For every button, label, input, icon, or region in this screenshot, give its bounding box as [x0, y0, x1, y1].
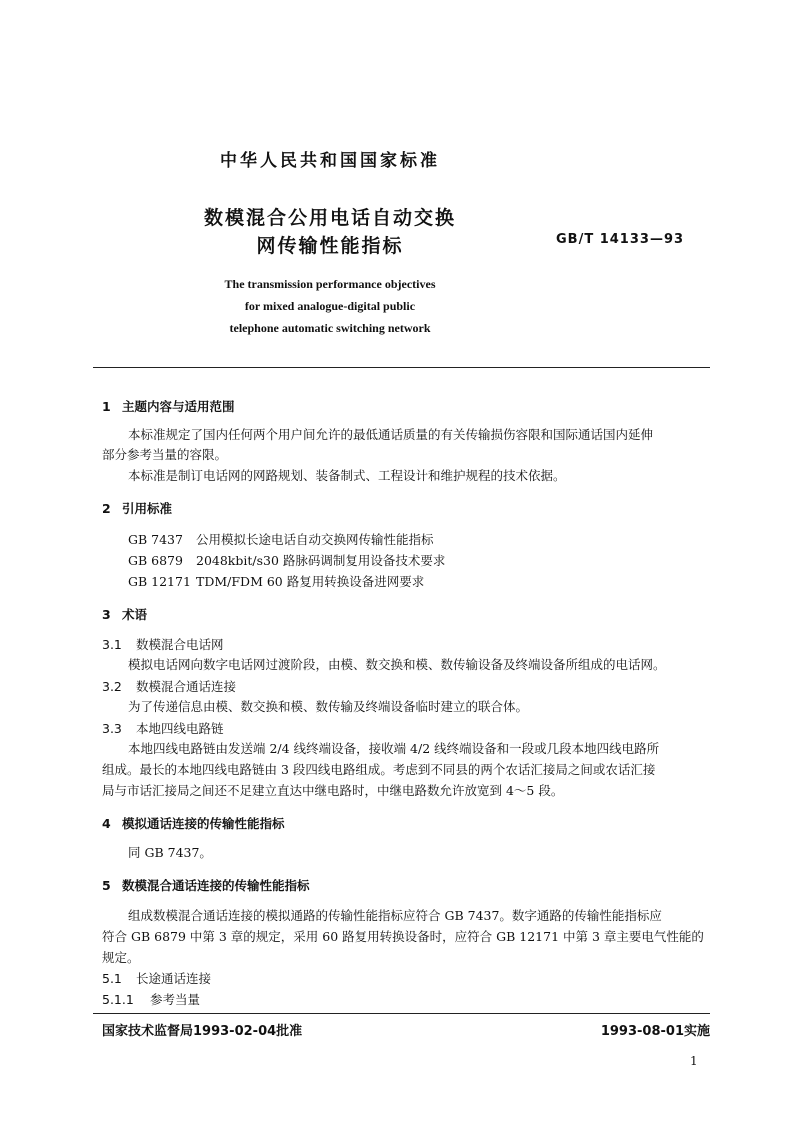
- reference-title: 2048kbit/s30 路脉码调制复用设备技术要求: [196, 553, 446, 568]
- paragraph-line: 组成。最长的本地四线电路链由 3 段四线电路组成。考虑到不同县的两个农话汇接局之间或农话汇接: [102, 762, 656, 777]
- term-number: 3.2: [102, 679, 122, 694]
- section-3-heading: [102, 605, 147, 623]
- section-number: 3: [102, 607, 111, 622]
- term-title: 本地四线电路链: [136, 721, 224, 736]
- term-3-2-heading: [102, 677, 236, 695]
- term-title: 数模混合通话连接: [136, 679, 237, 694]
- subsection-5-1-heading: [102, 969, 211, 987]
- term-3-3-heading: [102, 719, 224, 737]
- paragraph-line: 局与市话汇接局之间还不足建立直达中继电路时，中继电路数允许放宽到 4～5 段。: [102, 783, 564, 798]
- reference-code: GB 7437: [128, 532, 183, 547]
- section-number: 4: [102, 816, 111, 831]
- header-divider: [93, 367, 710, 368]
- term-definition: 为了传递信息由模、数交换和模、数传输及终端设备临时建立的联合体。: [128, 699, 529, 714]
- paragraph-line: 符合 GB 6879 中第 3 章的规定，采用 60 路复用转换设备时，应符合 GB 12171 中第 3 章主要电气性能的: [102, 929, 704, 944]
- section-5-heading: [102, 876, 310, 894]
- paragraph-line: 部分参考当量的容限。: [102, 447, 228, 462]
- subsection-title: 参考当量: [150, 992, 201, 1007]
- standard-number: GB/T 14133—93: [556, 232, 685, 247]
- paragraph-line: 本标准是制订电话网的网路规划、装备制式、工程设计和维护规程的技术依据。: [128, 468, 566, 483]
- section-title: 术语: [122, 607, 148, 622]
- section-title: 数模混合通话连接的传输性能指标: [122, 878, 310, 893]
- section-2-heading: [102, 499, 172, 517]
- term-number: 3.3: [102, 721, 122, 736]
- term-3-1-heading: [102, 635, 224, 653]
- subsection-number: 5.1: [102, 971, 122, 986]
- reference-item: [128, 530, 434, 548]
- term-number: 3.1: [102, 637, 122, 652]
- paragraph-line: 同 GB 7437。: [128, 845, 212, 860]
- english-title-line-3: telephone automatic switching network: [229, 321, 431, 335]
- subsection-5-1-1-heading: [102, 990, 200, 1008]
- implementation-date: 1993-08-01实施: [600, 1024, 710, 1039]
- national-standard-heading: 中华人民共和国国家标准: [220, 151, 440, 171]
- section-1-heading: [102, 397, 235, 415]
- subsection-number: 5.1.1: [102, 992, 134, 1007]
- section-title: 模拟通话连接的传输性能指标: [122, 816, 285, 831]
- approval-date: 国家技术监督局1993-02-04批准: [102, 1024, 303, 1039]
- title-line-2: 网传输性能指标: [256, 235, 404, 257]
- page-number: 1: [690, 1054, 698, 1068]
- reference-code: GB 6879: [128, 553, 183, 568]
- section-4-heading: [102, 814, 285, 832]
- section-number: 5: [102, 878, 111, 893]
- section-title: 主题内容与适用范围: [122, 399, 235, 414]
- paragraph-line: 本标准规定了国内任何两个用户间允许的最低通话质量的有关传输损伤容限和国际通话国内延伸: [128, 427, 654, 442]
- reference-code: GB 12171: [128, 574, 191, 589]
- term-title: 数模混合电话网: [136, 637, 224, 652]
- paragraph-line: 规定。: [102, 950, 140, 965]
- english-title-line-1: The transmission performance objectives: [224, 277, 436, 291]
- reference-title: 公用模拟长途电话自动交换网传输性能指标: [196, 532, 434, 547]
- footer-divider: [93, 1013, 710, 1014]
- section-title: 引用标准: [122, 501, 173, 516]
- section-number: 1: [102, 399, 111, 414]
- reference-title: TDM/FDM 60 路复用转换设备进网要求: [196, 574, 425, 589]
- title-line-1: 数模混合公用电话自动交换: [203, 207, 456, 229]
- paragraph-line: 本地四线电路链由发送端 2/4 线终端设备，接收端 4/2 线终端设备和一段或几段本地四线电路所: [128, 741, 660, 756]
- english-title-line-2: for mixed analogue-digital public: [244, 299, 416, 313]
- reference-item: [128, 551, 445, 569]
- subsection-title: 长途通话连接: [136, 971, 212, 986]
- section-number: 2: [102, 501, 111, 516]
- reference-item: [128, 572, 424, 590]
- term-definition: 模拟电话网向数字电话网过渡阶段，由模、数交换和模、数传输设备及终端设备所组成的电话网。: [128, 657, 666, 672]
- paragraph-line: 组成数模混合通话连接的模拟通路的传输性能指标应符合 GB 7437。数字通路的传输性能指标应: [128, 908, 662, 923]
